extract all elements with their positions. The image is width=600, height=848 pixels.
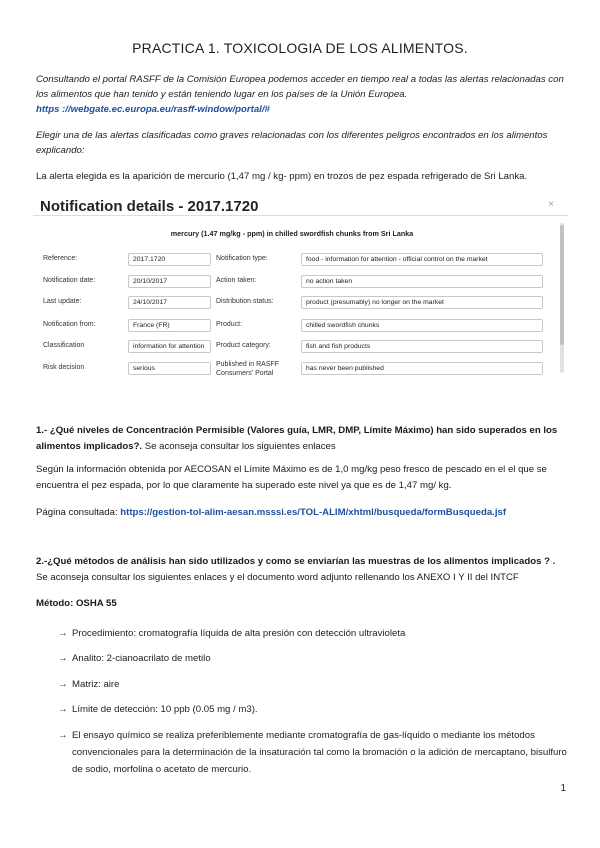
label-action-taken: Action taken: <box>216 277 257 284</box>
label-reference: Reference: <box>43 255 78 262</box>
aesan-link[interactable]: https://gestion-tol-alim-aesan.msssi.es/TOL-ALIM/xhtml/busqueda/formBusqueda.jsf <box>120 507 507 518</box>
list-item-text: Matriz: aire <box>72 679 120 690</box>
published-field[interactable]: has never been published <box>301 362 543 375</box>
arrow-icon: → <box>58 704 68 715</box>
label-classification: Classification <box>43 342 85 349</box>
page-number: 1 <box>560 783 566 794</box>
question-1-bold: 1.- ¿Qué niveles de Concentración Permisible (Valores guía, LMR, DMP, Límite Máximo) han sido superados en los alimentos implicados?. <box>36 425 558 452</box>
product-field[interactable]: chilled swordfish chunks <box>301 319 543 332</box>
scrollbar-thumb[interactable] <box>560 225 564 345</box>
notification-type-field[interactable]: food - information for attention - official control on the market <box>301 253 543 266</box>
label-product-category: Product category: <box>216 342 271 349</box>
reference-field[interactable]: 2017.1720 <box>128 253 211 266</box>
last-update-field[interactable]: 24/10/2017 <box>128 296 211 309</box>
label-last-update: Last update: <box>43 298 82 305</box>
label-consumers-portal: Consumers' Portal <box>216 370 274 377</box>
rasff-portal-link[interactable]: https ://webgate.ec.europa.eu/rasff-window/portal/# <box>36 104 270 115</box>
label-notification-type: Notification type: <box>216 255 268 262</box>
notification-from-field[interactable]: France (FR) <box>128 319 211 332</box>
close-icon[interactable]: × <box>548 199 554 210</box>
divider <box>33 215 568 216</box>
distribution-status-field[interactable]: product (presumably) no longer on the market <box>301 296 543 309</box>
arrow-icon: → <box>58 730 68 741</box>
label-product: Product: <box>216 321 243 328</box>
arrow-icon: → <box>58 628 68 639</box>
label-distribution-status: Distribution status: <box>216 298 274 305</box>
question-2 <box>36 554 566 586</box>
chosen-alert-text: La alerta elegida es la aparición de mercurio (1,47 mg / kg- ppm) en trozos de pez espada refrigerado de Sri Lanka. <box>36 171 528 182</box>
notification-subject: mercury (1.47 mg/kg - ppm) in chilled swordfish chunks from Sri Lanka <box>170 229 414 238</box>
consulted-page <box>36 505 566 521</box>
intro-paragraph <box>36 72 566 117</box>
notification-date-field[interactable]: 20/10/2017 <box>128 275 211 288</box>
action-taken-field[interactable]: no action taken <box>301 275 543 288</box>
list-item-text: Límite de detección: 10 ppb (0.05 mg / m3). <box>72 704 258 715</box>
question-1 <box>36 423 566 455</box>
method-heading: Método: OSHA 55 <box>36 598 117 609</box>
question-2-bold: 2.-¿Qué métodos de análisis han sido utilizados y como se enviarían las muestras de los alimentos implicados ? . <box>36 556 556 567</box>
label-published-in-rasff: Published in RASFF <box>216 361 280 368</box>
arrow-icon: → <box>58 653 68 664</box>
answer-1: Según la información obtenida por AECOSAN el Límite Máximo es de 1,0 mg/kg peso fresco de pescado en el el que se encuentra el pez espada, por lo que claramente ha superado este nivel ya que es de 1,47 mg/ kg. <box>36 464 547 491</box>
label-notification-date: Notification date: <box>43 277 96 284</box>
label-notification-from: Notification from: <box>43 321 96 328</box>
notification-heading: Notification details - 2017.1720 <box>40 198 259 215</box>
list-item-text: El ensayo químico se realiza preferiblemente mediante cromatografía de gas-líquido o mediante los métodos convencionales para la determinación de la insaturación tal como la bromación o la adición de mercaptano, bisulfuro de sodio, morfolina o acetato de mercurio. <box>72 730 567 775</box>
task-instruction: Elegir una de las alertas clasificadas como graves relacionadas con los diferentes peligros encontrados en los alimentos explicando: <box>36 130 548 156</box>
product-category-field[interactable]: fish and fish products <box>301 340 543 353</box>
list-item-text: Analito: 2-cianoacrilato de metilo <box>72 653 211 664</box>
risk-decision-field[interactable]: serious <box>128 362 211 375</box>
question-1-normal: Se aconseja consultar los siguientes enlaces <box>142 441 336 452</box>
list-item-text: Procedimiento: cromatografía líquida de alta presión con detección ultravioleta <box>72 628 406 639</box>
question-2-normal: Se aconseja consultar los siguientes enlaces y el documento word adjunto rellenando los ANEXO I Y II del INTCF <box>36 572 519 583</box>
notification-details-screenshot <box>33 193 568 383</box>
classification-field[interactable]: information for attention <box>128 340 211 353</box>
page-title: PRACTICA 1. TOXICOLOGIA DE LOS ALIMENTOS. <box>132 40 468 56</box>
arrow-icon: → <box>58 679 68 690</box>
intro-text: Consultando el portal RASFF de la Comisión Europea podemos acceder en tiempo real a todas las alertas relacionadas con los alimentos que han tenido y están teniendo lugar en los países de la Unión Europea. <box>36 74 564 100</box>
label-risk-decision: Risk decision <box>43 364 85 371</box>
consulted-page-label: Página consultada: <box>36 507 121 518</box>
